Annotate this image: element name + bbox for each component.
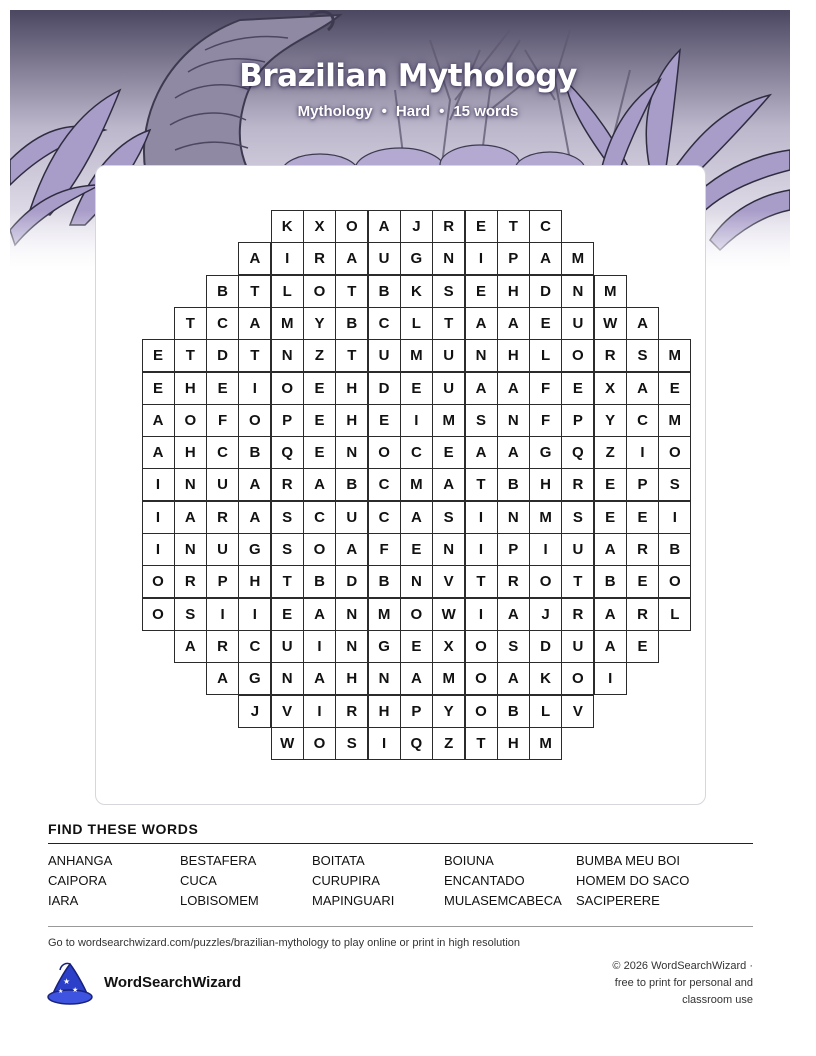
grid-cell[interactable]: E	[400, 533, 433, 566]
grid-cell[interactable]: U	[206, 533, 239, 566]
grid-cell[interactable]: R	[561, 468, 594, 501]
word-list-heading: FIND THESE WORDS	[48, 821, 199, 837]
grid-cell[interactable]: V	[271, 695, 304, 728]
grid-cell[interactable]: Q	[400, 727, 433, 760]
grid-cell[interactable]: M	[529, 727, 562, 760]
grid-cell[interactable]: O	[303, 533, 336, 566]
grid-cell[interactable]: T	[174, 339, 207, 372]
grid-cell[interactable]: A	[238, 501, 271, 534]
grid-cell[interactable]: J	[529, 598, 562, 631]
grid-cell[interactable]: I	[303, 630, 336, 663]
grid-cell[interactable]: A	[400, 501, 433, 534]
grid-cell[interactable]: B	[658, 533, 691, 566]
grid-cell[interactable]: X	[432, 630, 465, 663]
grid-cell[interactable]: L	[529, 339, 562, 372]
grid-cell[interactable]: O	[271, 372, 304, 405]
svg-text:★: ★	[72, 986, 79, 994]
grid-cell[interactable]: I	[142, 468, 175, 501]
grid-cell[interactable]: E	[271, 598, 304, 631]
grid-cell[interactable]: A	[238, 468, 271, 501]
grid-cell[interactable]: S	[271, 533, 304, 566]
grid-cell[interactable]: N	[174, 468, 207, 501]
grid-cell[interactable]: A	[142, 404, 175, 437]
play-online-note: Go to wordsearchwizard.com/puzzles/brazilian-mythology to play online or print in high resolution	[48, 937, 521, 949]
word-list-item: SACIPERERE	[576, 893, 660, 908]
grid-cell[interactable]: H	[174, 436, 207, 469]
grid-cell[interactable]: E	[400, 630, 433, 663]
grid-cell[interactable]: T	[465, 565, 498, 598]
divider	[48, 843, 753, 844]
grid-cell[interactable]: S	[271, 501, 304, 534]
grid-cell[interactable]: E	[142, 372, 175, 405]
grid-cell[interactable]: E	[626, 565, 659, 598]
grid-cell[interactable]: E	[594, 501, 627, 534]
grid-cell[interactable]: M	[432, 662, 465, 695]
grid-cell[interactable]: S	[626, 339, 659, 372]
grid-cell[interactable]: O	[561, 339, 594, 372]
grid-cell[interactable]: D	[529, 275, 562, 308]
grid-cell[interactable]: A	[368, 210, 401, 243]
grid-cell[interactable]: I	[238, 598, 271, 631]
word-list-item: LOBISOMEM	[180, 893, 259, 908]
grid-cell[interactable]: O	[465, 630, 498, 663]
grid-cell[interactable]: P	[497, 533, 530, 566]
grid-cell[interactable]: A	[206, 662, 239, 695]
grid-cell[interactable]: A	[497, 307, 530, 340]
grid-cell[interactable]: H	[529, 468, 562, 501]
grid-cell[interactable]: K	[529, 662, 562, 695]
grid-cell[interactable]: M	[658, 404, 691, 437]
grid-cell[interactable]: U	[368, 339, 401, 372]
grid-cell[interactable]: H	[497, 727, 530, 760]
grid-cell[interactable]: Q	[271, 436, 304, 469]
grid-cell[interactable]: A	[335, 242, 368, 275]
grid-cell[interactable]: C	[368, 307, 401, 340]
word-list-item: MULASEMCABECA	[444, 893, 562, 908]
grid-cell[interactable]: R	[335, 695, 368, 728]
grid-cell[interactable]: I	[368, 727, 401, 760]
grid-cell[interactable]: D	[529, 630, 562, 663]
grid-cell[interactable]: R	[206, 501, 239, 534]
grid-cell[interactable]: R	[432, 210, 465, 243]
grid-cell[interactable]: W	[594, 307, 627, 340]
grid-cell[interactable]: E	[465, 210, 498, 243]
grid-cell[interactable]: R	[271, 468, 304, 501]
copyright-line: © 2026 WordSearchWizard ·	[612, 960, 753, 972]
grid-cell[interactable]: L	[529, 695, 562, 728]
grid-cell[interactable]: L	[658, 598, 691, 631]
grid-cell[interactable]: R	[561, 598, 594, 631]
grid-cell[interactable]: V	[432, 565, 465, 598]
grid-cell[interactable]: P	[400, 695, 433, 728]
grid-cell[interactable]: E	[465, 275, 498, 308]
grid-cell[interactable]: O	[303, 727, 336, 760]
grid-cell[interactable]: C	[238, 630, 271, 663]
grid-cell[interactable]: P	[271, 404, 304, 437]
grid-cell[interactable]: A	[497, 372, 530, 405]
grid-cell[interactable]: M	[400, 339, 433, 372]
grid-cell[interactable]: E	[658, 372, 691, 405]
grid-cell[interactable]: E	[561, 372, 594, 405]
grid-cell[interactable]: W	[271, 727, 304, 760]
grid-cell[interactable]: B	[335, 307, 368, 340]
grid-cell[interactable]: T	[271, 565, 304, 598]
grid-cell[interactable]: U	[335, 501, 368, 534]
grid-cell[interactable]: H	[497, 275, 530, 308]
grid-cell[interactable]: H	[335, 404, 368, 437]
separator-dot: •	[381, 103, 387, 120]
grid-cell[interactable]: B	[335, 468, 368, 501]
grid-cell[interactable]: D	[368, 372, 401, 405]
grid-cell[interactable]: I	[400, 404, 433, 437]
grid-cell[interactable]: M	[529, 501, 562, 534]
grid-cell[interactable]: G	[368, 630, 401, 663]
grid-cell[interactable]: O	[142, 565, 175, 598]
grid-cell[interactable]: Z	[432, 727, 465, 760]
grid-cell[interactable]: A	[594, 533, 627, 566]
grid-cell[interactable]: O	[238, 404, 271, 437]
grid-cell[interactable]: A	[303, 468, 336, 501]
grid-cell[interactable]: N	[335, 436, 368, 469]
grid-cell[interactable]: A	[432, 468, 465, 501]
grid-cell[interactable]: I	[465, 242, 498, 275]
grid-cell[interactable]: N	[432, 242, 465, 275]
word-list-item: CAIPORA	[48, 873, 107, 888]
word-list-item: BUMBA MEU BOI	[576, 853, 681, 868]
grid-cell[interactable]: M	[594, 275, 627, 308]
grid-cell[interactable]: I	[142, 533, 175, 566]
grid-cell[interactable]: E	[303, 372, 336, 405]
grid-cell[interactable]: R	[626, 533, 659, 566]
word-list-item: HOMEM DO SACO	[576, 873, 690, 888]
word-list-item: BOIUNA	[444, 853, 494, 868]
grid-cell[interactable]: S	[561, 501, 594, 534]
grid-cell[interactable]: W	[432, 598, 465, 631]
word-list-item: BESTAFERA	[180, 853, 257, 868]
grid-cell[interactable]: M	[368, 598, 401, 631]
grid-cell[interactable]: K	[271, 210, 304, 243]
grid-cell[interactable]: P	[497, 242, 530, 275]
grid-cell[interactable]: H	[335, 662, 368, 695]
grid-cell[interactable]: U	[561, 630, 594, 663]
grid-cell[interactable]: I	[465, 533, 498, 566]
grid-cell[interactable]: R	[594, 339, 627, 372]
grid-cell[interactable]: I	[303, 695, 336, 728]
grid-cell[interactable]: M	[271, 307, 304, 340]
grid-cell[interactable]: I	[238, 372, 271, 405]
separator-dot: •	[439, 103, 445, 120]
grid-cell[interactable]: N	[271, 339, 304, 372]
grid-cell[interactable]: N	[497, 501, 530, 534]
grid-cell[interactable]: G	[238, 533, 271, 566]
grid-cell[interactable]: A	[465, 436, 498, 469]
grid-cell[interactable]: Q	[561, 436, 594, 469]
svg-text:★: ★	[63, 977, 71, 986]
grid-cell[interactable]: Z	[594, 436, 627, 469]
grid-cell[interactable]: M	[658, 339, 691, 372]
grid-cell[interactable]: D	[335, 565, 368, 598]
grid-cell[interactable]: A	[465, 307, 498, 340]
grid-cell[interactable]: M	[561, 242, 594, 275]
word-list-item: BOITATA	[312, 853, 365, 868]
grid-cell[interactable]: E	[206, 372, 239, 405]
difficulty-label: Hard	[395, 103, 431, 120]
grid-cell[interactable]: A	[497, 436, 530, 469]
page-title: Brazilian Mythology	[239, 58, 577, 94]
grid-cell[interactable]: A	[626, 372, 659, 405]
grid-cell[interactable]: H	[368, 695, 401, 728]
grid-cell[interactable]: U	[561, 307, 594, 340]
grid-cell[interactable]: E	[594, 468, 627, 501]
grid-cell[interactable]: N	[432, 533, 465, 566]
grid-cell[interactable]: E	[529, 307, 562, 340]
grid-cell[interactable]: N	[335, 598, 368, 631]
copyright	[583, 958, 753, 1009]
word-list-item: CUCA	[180, 873, 217, 888]
grid-cell[interactable]: I	[465, 598, 498, 631]
grid-cell[interactable]: N	[561, 275, 594, 308]
grid-cell[interactable]: U	[368, 242, 401, 275]
grid-cell[interactable]: D	[206, 339, 239, 372]
word-list-item: ENCANTADO	[444, 873, 525, 888]
grid-cell[interactable]: S	[658, 468, 691, 501]
grid-cell[interactable]: C	[368, 501, 401, 534]
grid-cell[interactable]: B	[497, 695, 530, 728]
grid-cell[interactable]: B	[238, 436, 271, 469]
grid-cell[interactable]: R	[206, 630, 239, 663]
wizard-hat-icon	[46, 962, 94, 1006]
grid-cell[interactable]: N	[174, 533, 207, 566]
grid-cell[interactable]: E	[432, 436, 465, 469]
grid-cell[interactable]: O	[658, 565, 691, 598]
grid-cell[interactable]: S	[432, 275, 465, 308]
grid-cell[interactable]: O	[400, 598, 433, 631]
grid-cell[interactable]: M	[400, 468, 433, 501]
grid-cell[interactable]: A	[497, 662, 530, 695]
grid-cell[interactable]: R	[497, 565, 530, 598]
grid-cell[interactable]: E	[142, 339, 175, 372]
grid-cell[interactable]: O	[658, 436, 691, 469]
grid-cell[interactable]: B	[303, 565, 336, 598]
grid-cell[interactable]: K	[400, 275, 433, 308]
grid-cell[interactable]: B	[368, 275, 401, 308]
category-label: Mythology	[297, 103, 373, 120]
grid-cell[interactable]: T	[335, 275, 368, 308]
grid-cell[interactable]: U	[561, 533, 594, 566]
grid-cell[interactable]: E	[303, 404, 336, 437]
grid-cell[interactable]: L	[400, 307, 433, 340]
grid-cell[interactable]: I	[594, 662, 627, 695]
brand-name: WordSearchWizard	[104, 974, 242, 991]
grid-cell[interactable]: A	[497, 598, 530, 631]
grid-cell[interactable]: A	[238, 242, 271, 275]
grid-cell[interactable]: N	[465, 339, 498, 372]
grid-cell[interactable]: C	[626, 404, 659, 437]
grid-cell[interactable]: O	[335, 210, 368, 243]
grid-cell[interactable]: A	[142, 436, 175, 469]
grid-cell[interactable]: A	[303, 598, 336, 631]
grid-cell[interactable]: Y	[594, 404, 627, 437]
grid-cell[interactable]: G	[400, 242, 433, 275]
grid-cell[interactable]: A	[626, 307, 659, 340]
grid-cell[interactable]: S	[174, 598, 207, 631]
grid-cell[interactable]: T	[465, 468, 498, 501]
grid-cell[interactable]: R	[626, 598, 659, 631]
grid-cell[interactable]: A	[465, 372, 498, 405]
grid-cell[interactable]: Z	[303, 339, 336, 372]
grid-cell[interactable]: V	[561, 695, 594, 728]
grid-cell[interactable]: A	[594, 598, 627, 631]
grid-cell[interactable]: X	[303, 210, 336, 243]
grid-cell[interactable]: L	[271, 275, 304, 308]
grid-cell[interactable]: E	[303, 436, 336, 469]
grid-cell[interactable]: S	[497, 630, 530, 663]
grid-cell[interactable]: T	[174, 307, 207, 340]
grid-cell[interactable]: P	[206, 565, 239, 598]
grid-cell[interactable]: C	[529, 210, 562, 243]
grid-cell[interactable]: C	[400, 436, 433, 469]
grid-cell[interactable]: J	[400, 210, 433, 243]
grid-cell[interactable]: J	[238, 695, 271, 728]
copyright-line: free to print for personal and	[614, 977, 753, 989]
grid-cell[interactable]: T	[335, 339, 368, 372]
grid-cell[interactable]: C	[303, 501, 336, 534]
grid-cell[interactable]: O	[142, 598, 175, 631]
grid-cell[interactable]: N	[271, 662, 304, 695]
grid-cell[interactable]: A	[529, 242, 562, 275]
grid-cell[interactable]: Y	[432, 695, 465, 728]
copyright-line: classroom use	[682, 994, 753, 1006]
grid-cell[interactable]: F	[368, 533, 401, 566]
grid-cell[interactable]: T	[465, 727, 498, 760]
grid-cell[interactable]: A	[335, 533, 368, 566]
grid-cell[interactable]: A	[238, 307, 271, 340]
puzzle-meta	[0, 103, 816, 120]
grid-cell[interactable]: T	[238, 339, 271, 372]
grid-cell[interactable]: C	[368, 468, 401, 501]
grid-cell[interactable]: N	[497, 404, 530, 437]
grid-cell[interactable]: T	[432, 307, 465, 340]
grid-cell[interactable]: X	[594, 372, 627, 405]
grid-cell[interactable]: O	[368, 436, 401, 469]
grid-cell[interactable]: B	[206, 275, 239, 308]
grid-cell[interactable]: B	[368, 565, 401, 598]
grid-cell[interactable]: S	[335, 727, 368, 760]
grid-cell[interactable]: E	[626, 630, 659, 663]
grid-cell[interactable]: U	[432, 372, 465, 405]
grid-cell[interactable]: S	[432, 501, 465, 534]
grid-cell[interactable]: I	[206, 598, 239, 631]
grid-cell[interactable]: B	[497, 468, 530, 501]
grid-cell[interactable]: I	[142, 501, 175, 534]
word-count-label: 15 words	[453, 103, 519, 120]
grid-cell[interactable]: Y	[303, 307, 336, 340]
grid-cell[interactable]: I	[658, 501, 691, 534]
grid-cell[interactable]: T	[238, 275, 271, 308]
grid-cell[interactable]: A	[400, 662, 433, 695]
grid-cell[interactable]: I	[271, 242, 304, 275]
divider	[48, 926, 753, 927]
grid-cell[interactable]: I	[529, 533, 562, 566]
grid-cell[interactable]: M	[432, 404, 465, 437]
grid-cell[interactable]: E	[400, 372, 433, 405]
grid-cell[interactable]: F	[529, 372, 562, 405]
grid-cell[interactable]: I	[626, 436, 659, 469]
grid-cell[interactable]: O	[303, 275, 336, 308]
word-list-item: IARA	[48, 893, 79, 908]
grid-cell[interactable]: R	[303, 242, 336, 275]
grid-cell[interactable]: H	[335, 372, 368, 405]
svg-text:★: ★	[58, 988, 64, 995]
grid-cell[interactable]: A	[174, 501, 207, 534]
grid-cell[interactable]: O	[174, 404, 207, 437]
grid-cell[interactable]: C	[206, 436, 239, 469]
grid-cell[interactable]: U	[206, 468, 239, 501]
grid-cell[interactable]: G	[238, 662, 271, 695]
grid-cell[interactable]: E	[626, 501, 659, 534]
grid-cell[interactable]: A	[594, 630, 627, 663]
word-list-item: CURUPIRA	[312, 873, 380, 888]
grid-cell[interactable]: N	[335, 630, 368, 663]
grid-cell[interactable]: E	[368, 404, 401, 437]
grid-cell[interactable]: F	[529, 404, 562, 437]
grid-cell[interactable]: B	[594, 565, 627, 598]
grid-cell[interactable]: P	[561, 404, 594, 437]
grid-cell[interactable]: T	[561, 565, 594, 598]
grid-cell[interactable]: U	[271, 630, 304, 663]
grid-cell[interactable]: O	[465, 662, 498, 695]
grid-cell[interactable]: S	[465, 404, 498, 437]
word-list-item: ANHANGA	[48, 853, 113, 868]
grid-cell[interactable]: A	[174, 630, 207, 663]
grid-cell[interactable]: O	[529, 565, 562, 598]
grid-cell[interactable]: N	[368, 662, 401, 695]
grid-cell[interactable]: H	[497, 339, 530, 372]
grid-cell[interactable]: I	[465, 501, 498, 534]
grid-cell[interactable]: G	[529, 436, 562, 469]
grid-cell[interactable]: F	[206, 404, 239, 437]
grid-cell[interactable]: H	[238, 565, 271, 598]
grid-cell[interactable]: A	[303, 662, 336, 695]
grid-cell[interactable]: U	[432, 339, 465, 372]
grid-cell[interactable]: O	[561, 662, 594, 695]
grid-cell[interactable]: O	[465, 695, 498, 728]
grid-cell[interactable]: N	[400, 565, 433, 598]
grid-cell[interactable]: H	[174, 372, 207, 405]
grid-cell[interactable]: R	[174, 565, 207, 598]
grid-cell[interactable]: P	[626, 468, 659, 501]
grid-cell[interactable]: T	[497, 210, 530, 243]
grid-cell[interactable]: C	[206, 307, 239, 340]
word-list-item: MAPINGUARI	[312, 893, 395, 908]
